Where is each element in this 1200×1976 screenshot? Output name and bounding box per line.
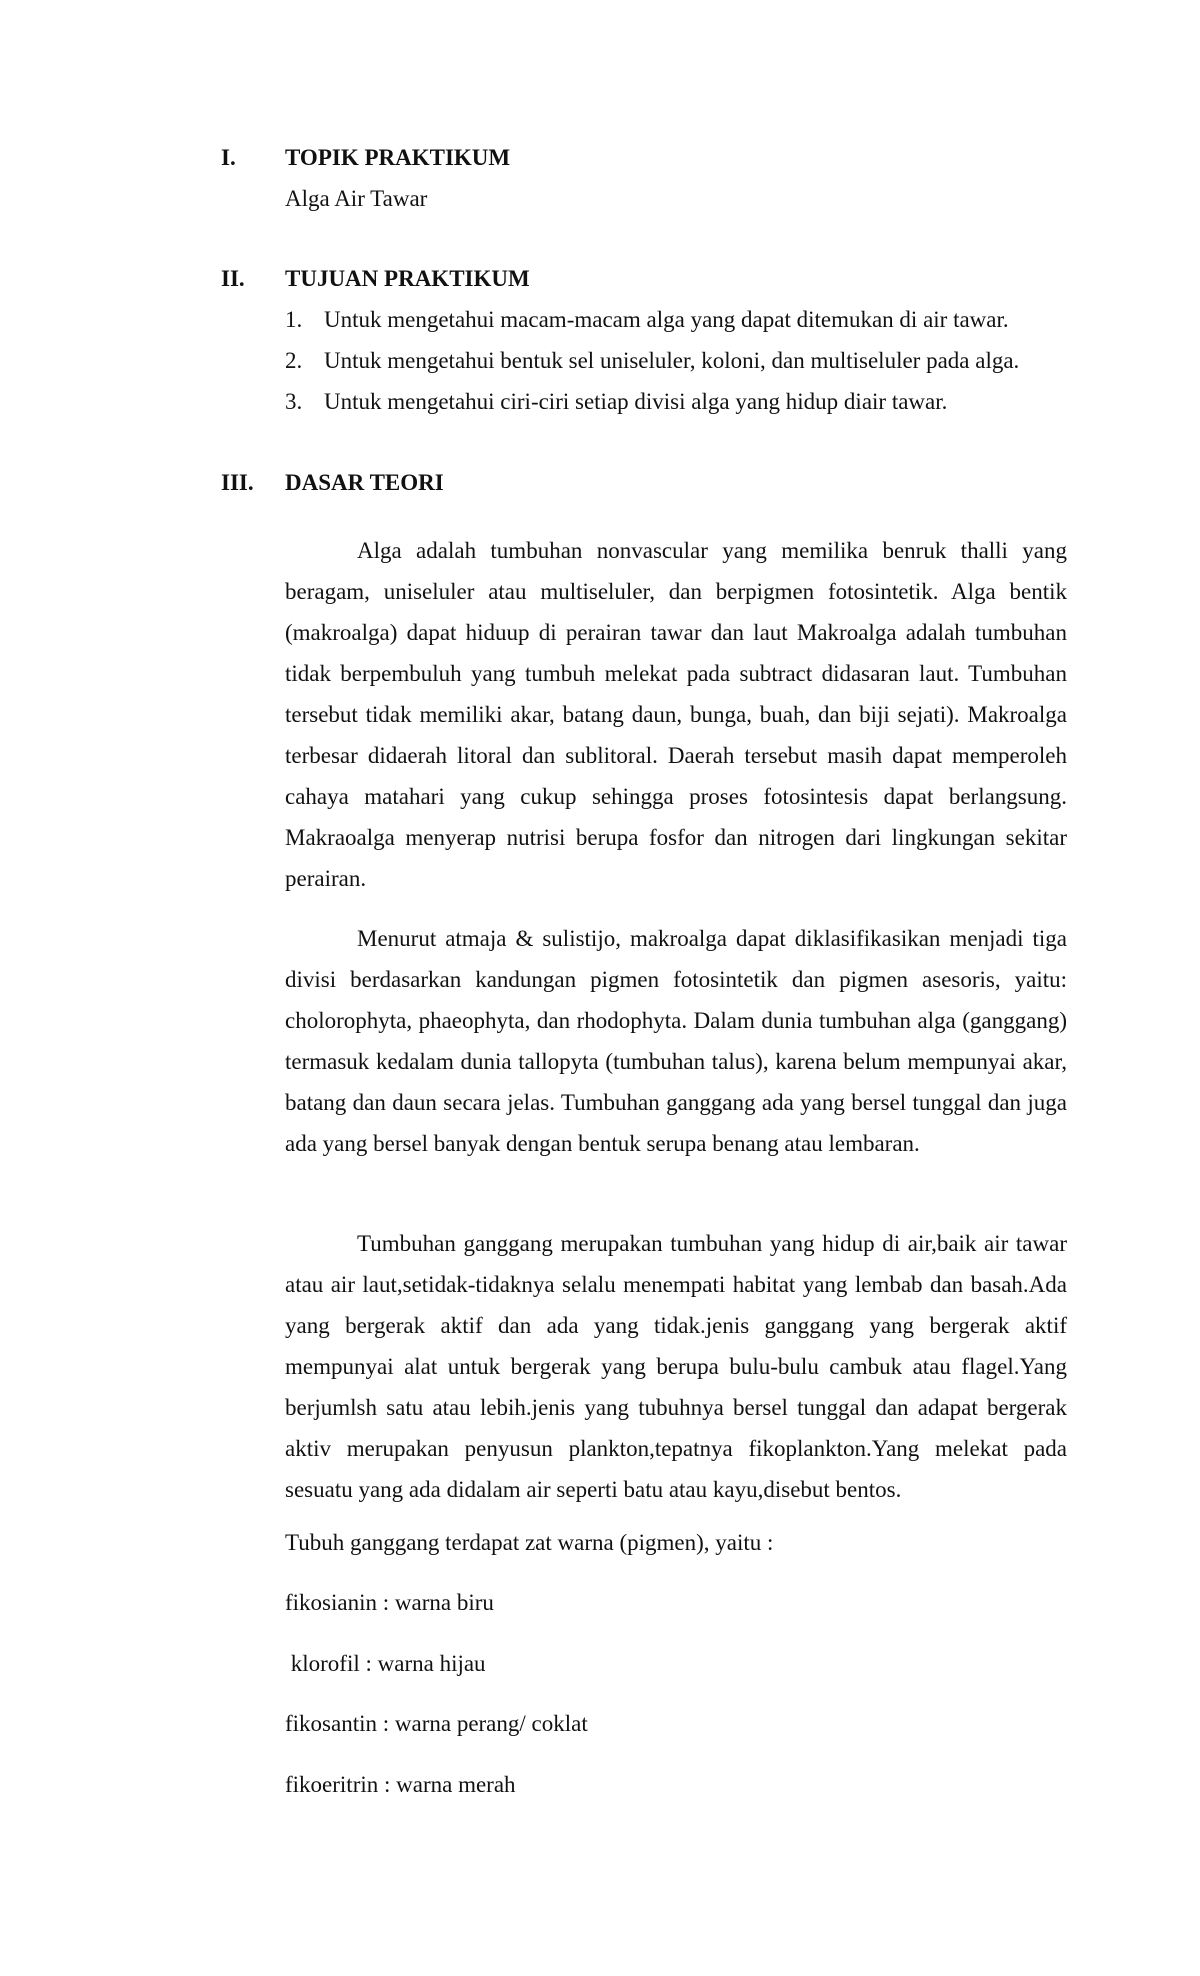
pigment-item: fikoeritrin : warna merah (285, 1772, 516, 1797)
section-number: III. (221, 470, 254, 495)
paragraph: Alga adalah tumbuhan nonvascular yang memilika benruk thalli yang beragam, uniseluler atau multiseluler, dan berpigmen fotosintetik. Alga bentik (makroalga) dapat hiduup di perairan tawar dan laut Makroalga adalah tumbuhan tidak berpembuluh yang tumbuh melekat pada subtract didasaran laut. Tumbuhan tersebut tidak memiliki akar, batang daun, bunga, buah, dan biji sejati). Makroalga terbesar didaerah litoral dan sublitoral. Daerah tersebut masih dapat memperoleh cahaya matahari yang cukup sehingga proses fotosintesis dapat berlangsung. Makraoalga menyerap nutrisi berupa fosfor dan nitrogen dari lingkungan sekitar perairan. (285, 538, 1067, 891)
list-item (285, 305, 1019, 346)
pigment-item: klorofil : warna hijau (285, 1651, 486, 1676)
paragraph: Menurut atmaja & sulistijo, makroalga dapat diklasifikasikan menjadi tiga divisi berdasarkan kandungan pigmen fotosintetik dan pigmen asesoris, yaitu: cholorophyta, phaeophyta, dan rhodophyta. Dalam dunia tumbuhan alga (ganggang) termasuk kedalam dunia tallopyta (tumbuhan talus), karena belum mempunyai akar, batang dan daun secara jelas. Tumbuhan ganggang ada yang bersel tunggal dan juga ada yang bersel banyak dengan bentuk serupa benang atau lembaran. (285, 926, 1067, 1156)
section-title: DASAR TEORI (285, 470, 444, 495)
list-item-text: Untuk mengetahui ciri-ciri setiap divisi alga yang hidup diair tawar. (324, 389, 948, 414)
topic-text: Alga Air Tawar (285, 186, 428, 211)
objectives-list (285, 305, 1019, 428)
pigment-intro: Tubuh ganggang terdapat zat warna (pigmen), yaitu : (285, 1530, 774, 1555)
list-item-number: 1. (285, 307, 303, 332)
list-item (285, 387, 1019, 428)
list-item-number: 2. (285, 348, 303, 373)
pigment-item: fikosianin : warna biru (285, 1590, 494, 1615)
section-number: I. (221, 145, 236, 170)
section-number: II. (221, 266, 245, 291)
list-item-text: Untuk mengetahui macam-macam alga yang dapat ditemukan di air tawar. (324, 307, 1009, 332)
list-item (285, 346, 1019, 387)
list-item-number: 3. (285, 389, 303, 414)
paragraph: Tumbuhan ganggang merupakan tumbuhan yang hidup di air,baik air tawar atau air laut,setidak-tidaknya selalu menempati habitat yang lembab dan basah.Ada yang bergerak aktif dan ada yang tidak.jenis ganggang yang bergerak aktif mempunyai alat untuk bergerak yang berupa bulu-bulu cambuk atau flagel.Yang berjumlsh satu atau lebih.jenis yang tubuhnya bersel tunggal dan adapat bergerak aktiv merupakan penyusun plankton,tepatnya fikoplankton.Yang melekat pada sesuatu yang ada didalam air seperti batu atau kayu,disebut bentos. (285, 1231, 1067, 1502)
list-item-text: Untuk mengetahui bentuk sel uniseluler, koloni, dan multiseluler pada alga. (324, 348, 1020, 373)
pigment-item: fikosantin : warna perang/ coklat (285, 1711, 588, 1736)
section-title: TOPIK PRAKTIKUM (285, 145, 511, 170)
section-title: TUJUAN PRAKTIKUM (285, 266, 530, 291)
